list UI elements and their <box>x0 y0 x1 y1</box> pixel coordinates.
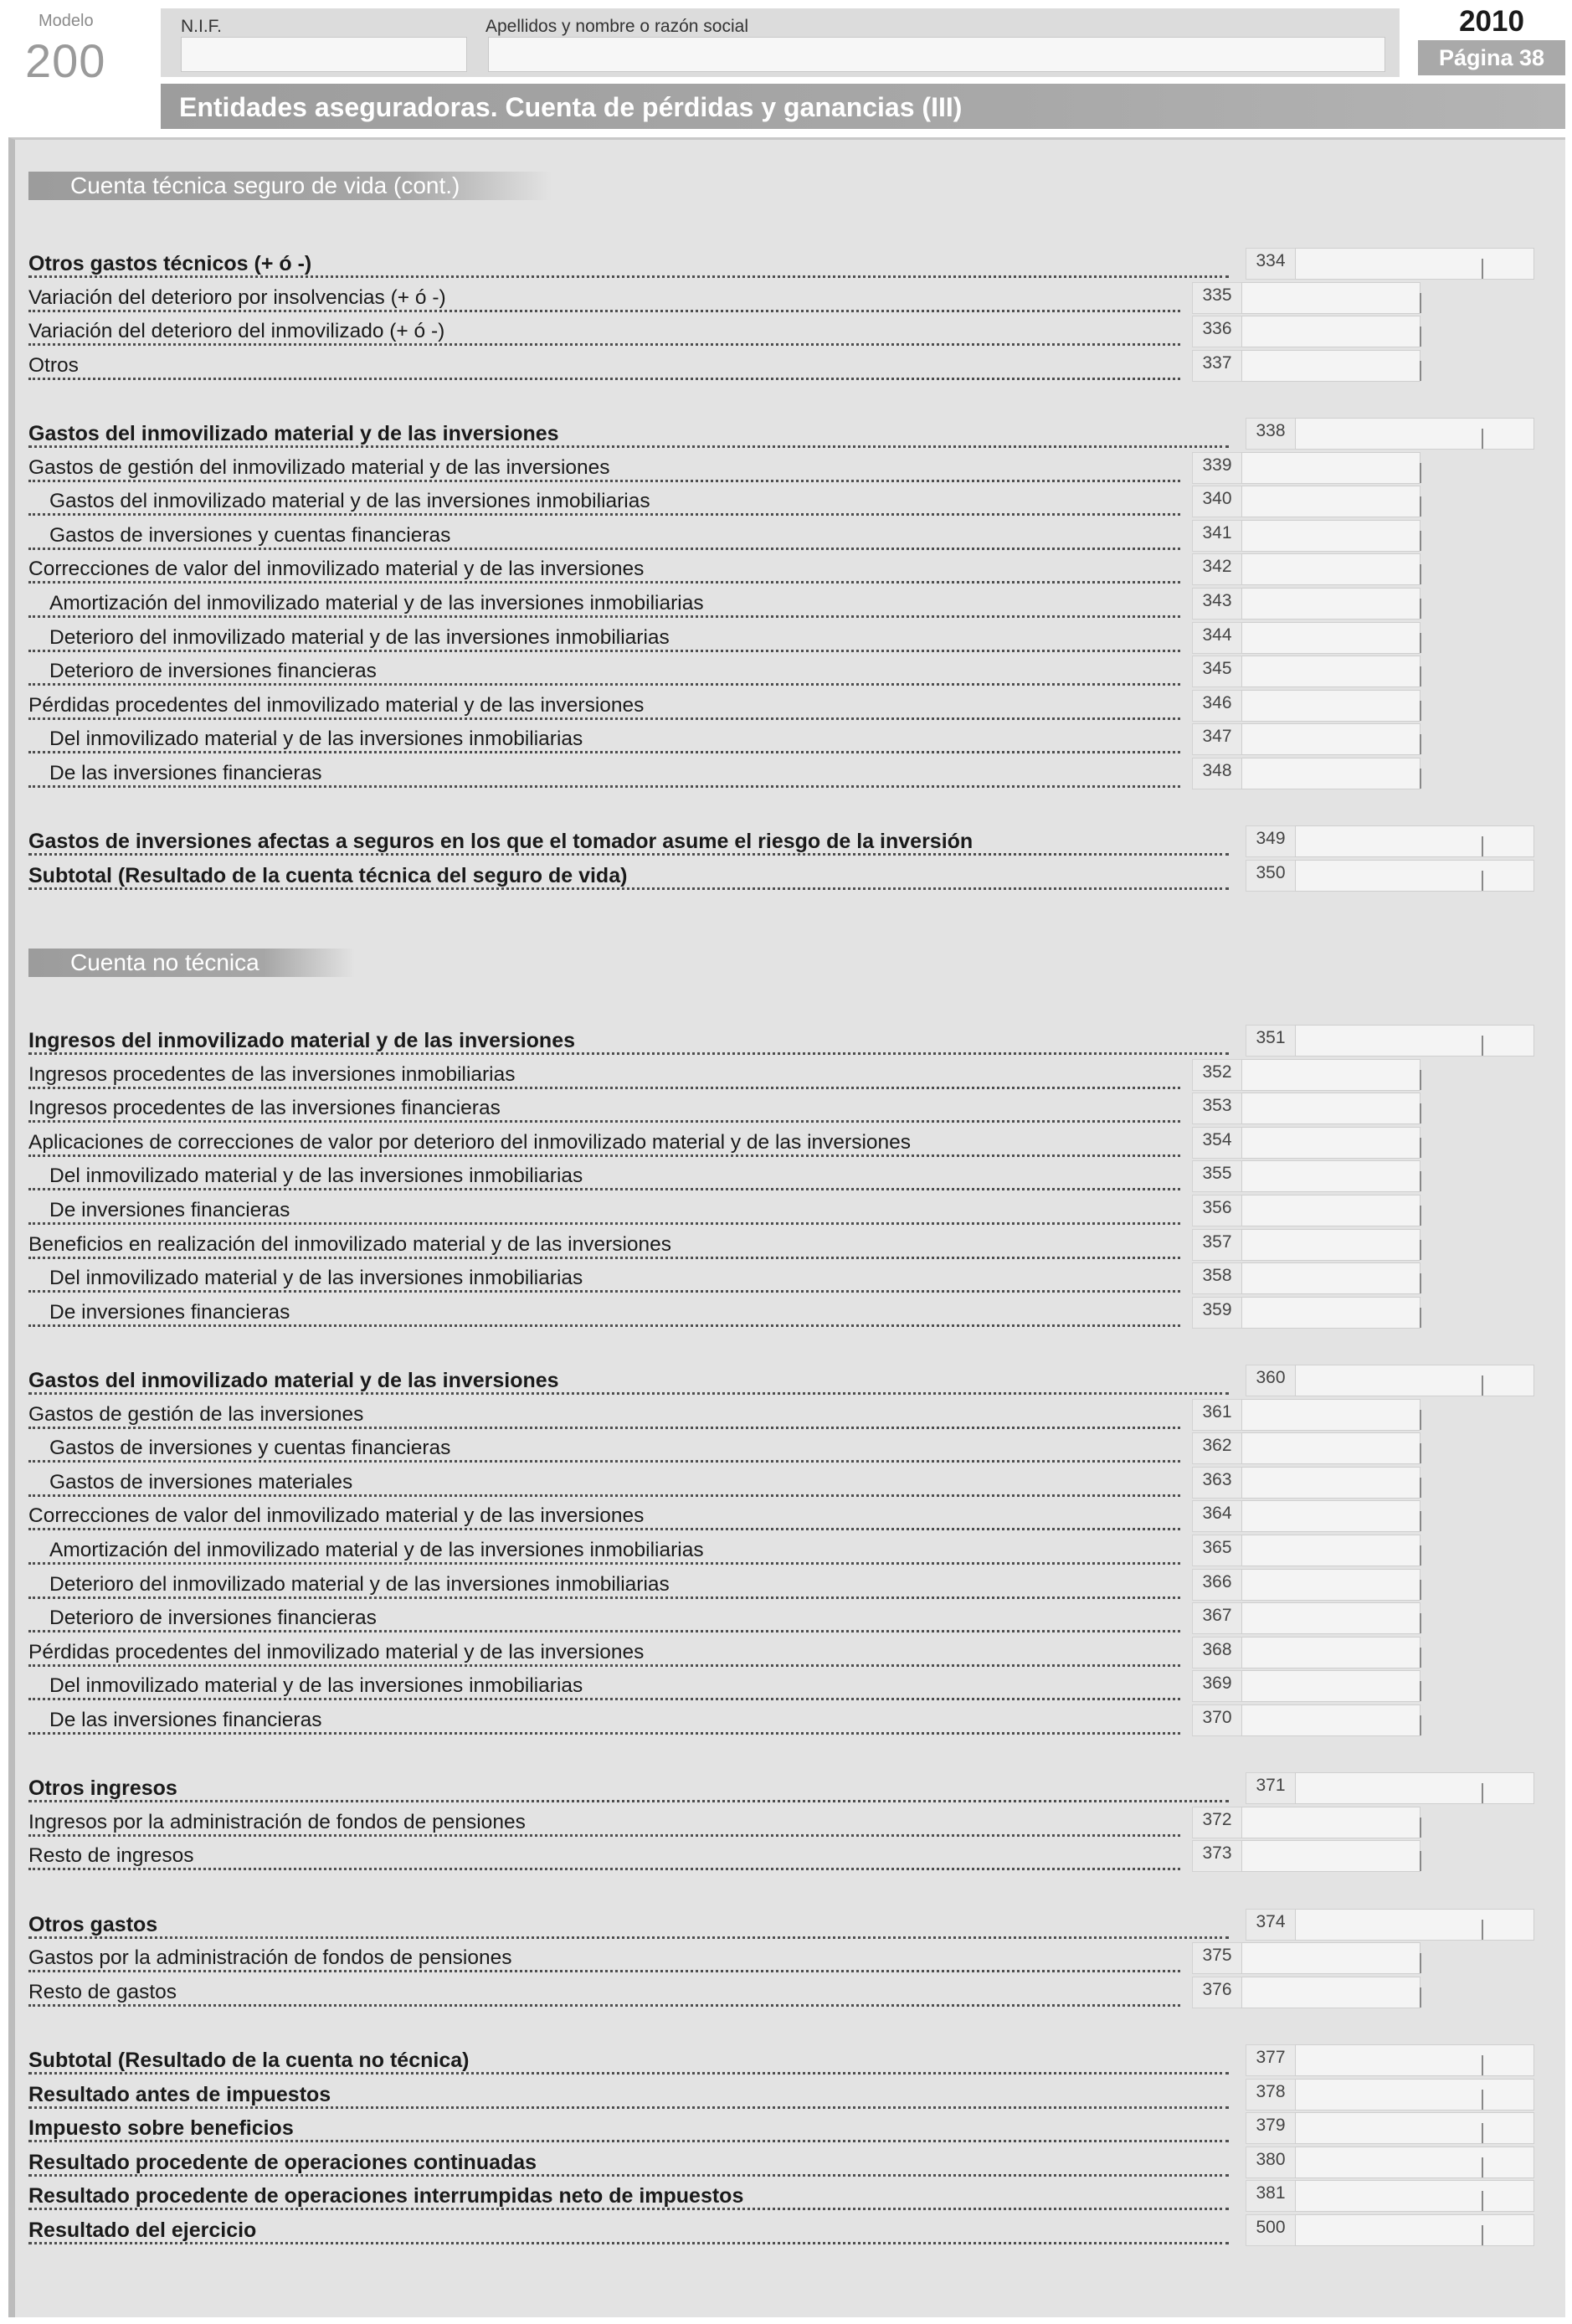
form-row <box>28 1192 1544 1226</box>
name-field[interactable] <box>488 37 1385 72</box>
form-row <box>28 620 1544 653</box>
box-code: 357 <box>1192 1229 1242 1261</box>
amount-field[interactable] <box>1241 1059 1420 1091</box>
row-label: De inversiones financieras <box>49 1199 294 1222</box>
box-code: 361 <box>1192 1399 1242 1431</box>
decimal-separator <box>1482 836 1483 856</box>
box-code: 500 <box>1246 2214 1296 2246</box>
amount-field[interactable] <box>1241 1535 1420 1566</box>
row-label: Gastos del inmovilizado material y de las inversiones inmobiliarias <box>49 490 655 513</box>
form-row <box>28 517 1544 551</box>
decimal-separator <box>1482 1375 1483 1396</box>
box-code: 358 <box>1192 1262 1242 1294</box>
row-label: Gastos de inversiones y cuentas financieras <box>49 1437 455 1460</box>
row-label: Aplicaciones de correcciones de valor por deterioro del inmovilizado material y de las inversiones <box>28 1131 915 1154</box>
row-label: Beneficios en realización del inmovilizado material y de las inversiones <box>28 1233 676 1257</box>
decimal-separator <box>1420 701 1421 721</box>
decimal-separator <box>1420 1648 1421 1668</box>
decimal-separator <box>1420 1681 1421 1701</box>
box-code: 369 <box>1192 1670 1242 1702</box>
amount-field[interactable] <box>1295 2180 1534 2212</box>
row-label: Gastos de inversiones y cuentas financieras <box>49 524 455 548</box>
amount-field[interactable] <box>1241 1840 1420 1872</box>
decimal-separator <box>1420 1511 1421 1531</box>
amount-field[interactable] <box>1241 282 1420 314</box>
decimal-separator <box>1420 1580 1421 1600</box>
page-badge: Página 38 <box>1418 40 1565 75</box>
box-code: 336 <box>1192 316 1242 347</box>
amount-field[interactable] <box>1241 1229 1420 1261</box>
amount-field[interactable] <box>1241 622 1420 654</box>
form-row <box>28 1464 1544 1498</box>
amount-field[interactable] <box>1295 1909 1534 1941</box>
amount-field[interactable] <box>1241 758 1420 789</box>
form-row <box>28 245 1544 279</box>
form-row <box>28 1906 1544 1940</box>
row-label: Otros gastos técnicos (+ ó -) <box>28 252 316 275</box>
decimal-separator <box>1420 1103 1421 1123</box>
box-code: 334 <box>1246 248 1296 280</box>
decimal-separator <box>1420 1410 1421 1430</box>
amount-field[interactable] <box>1295 1365 1534 1396</box>
box-code: 376 <box>1192 1977 1242 2008</box>
amount-field[interactable] <box>1241 1297 1420 1329</box>
decimal-separator <box>1420 1443 1421 1463</box>
amount-field[interactable] <box>1241 1637 1420 1668</box>
row-label: Otros <box>28 354 83 378</box>
decimal-separator <box>1420 1478 1421 1498</box>
box-code: 338 <box>1246 418 1296 450</box>
decimal-separator <box>1482 2123 1483 2143</box>
decimal-separator <box>1420 769 1421 789</box>
form-row <box>28 2177 1544 2211</box>
form-row <box>28 1974 1544 2008</box>
row-label: Ingresos del inmovilizado material y de las inversiones <box>28 1029 579 1052</box>
decimal-separator <box>1420 1171 1421 1191</box>
amount-field[interactable] <box>1241 1500 1420 1532</box>
amount-field[interactable] <box>1241 1942 1420 1974</box>
form-row <box>28 1158 1544 1191</box>
decimal-separator <box>1420 1545 1421 1566</box>
row-label: Amortización del inmovilizado material y de las inversiones inmobiliarias <box>49 1539 708 1562</box>
leader-dots <box>28 366 1180 380</box>
amount-field[interactable] <box>1295 2214 1534 2246</box>
decimal-separator <box>1420 1953 1421 1973</box>
year-label: 2010 <box>1459 5 1524 38</box>
amount-field[interactable] <box>1241 690 1420 722</box>
form-row <box>28 1498 1544 1531</box>
form-row <box>28 1090 1544 1123</box>
form-row <box>28 280 1544 313</box>
form-row <box>28 450 1544 483</box>
amount-field[interactable] <box>1241 520 1420 552</box>
form-row <box>28 1838 1544 1871</box>
form-row <box>28 2042 1544 2075</box>
amount-field[interactable] <box>1241 1127 1420 1159</box>
decimal-separator <box>1482 429 1483 449</box>
box-code: 354 <box>1192 1127 1242 1159</box>
amount-field[interactable] <box>1295 2079 1534 2111</box>
box-code: 342 <box>1192 553 1242 585</box>
amount-field[interactable] <box>1241 1602 1420 1634</box>
row-label: Subtotal (Resultado de la cuenta no técnica) <box>28 2049 473 2072</box>
decimal-separator <box>1482 1783 1483 1803</box>
form-row <box>28 755 1544 789</box>
amount-field[interactable] <box>1295 2044 1534 2076</box>
page-title: Entidades aseguradoras. Cuenta de pérdidas y ganancias (III) <box>179 92 963 122</box>
amount-field[interactable] <box>1241 1670 1420 1702</box>
row-label: Ingresos por la administración de fondos de pensiones <box>28 1811 530 1834</box>
box-code: 378 <box>1246 2079 1296 2111</box>
decimal-separator <box>1420 361 1421 381</box>
name-label: Apellidos y nombre o razón social <box>485 17 748 36</box>
amount-field[interactable] <box>1295 1772 1534 1804</box>
row-label: Resultado procedente de operaciones interrumpidas neto de impuestos <box>28 2184 747 2208</box>
amount-field[interactable] <box>1241 553 1420 585</box>
amount-field[interactable] <box>1295 418 1534 450</box>
form-row <box>28 347 1544 381</box>
decimal-separator <box>1420 1308 1421 1328</box>
form-row <box>28 313 1544 347</box>
row-label: Variación del deterioro del inmovilizado (+ ó -) <box>28 320 449 343</box>
form-row <box>28 2076 1544 2110</box>
form-row <box>28 1600 1544 1633</box>
amount-field[interactable] <box>1295 2147 1534 2178</box>
box-code: 381 <box>1246 2180 1296 2212</box>
section-header: Cuenta no técnica <box>28 949 355 977</box>
box-code: 350 <box>1246 860 1296 892</box>
row-label: Correcciones de valor del inmovilizado material y de las inversiones <box>28 1504 648 1528</box>
form-row <box>28 1124 1544 1158</box>
form-row <box>28 1260 1544 1293</box>
decimal-separator <box>1420 326 1421 347</box>
amount-field[interactable] <box>1241 588 1420 620</box>
row-label: Gastos del inmovilizado material y de las inversiones <box>28 422 563 445</box>
form-row <box>28 1430 1544 1463</box>
decimal-separator <box>1420 463 1421 483</box>
row-label: Del inmovilizado material y de las inversiones inmobiliarias <box>49 1674 587 1698</box>
section-header: Cuenta técnica seguro de vida (cont.) <box>28 172 552 200</box>
decimal-separator <box>1482 2191 1483 2211</box>
decimal-separator <box>1420 1070 1421 1090</box>
box-code: 343 <box>1192 588 1242 620</box>
box-code: 374 <box>1246 1909 1296 1941</box>
form-row <box>28 1634 1544 1668</box>
decimal-separator <box>1420 564 1421 584</box>
box-code: 345 <box>1192 656 1242 687</box>
form-row <box>28 1770 1544 1803</box>
row-label: Del inmovilizado material y de las inversiones inmobiliarias <box>49 728 587 751</box>
row-label: Gastos de gestión de las inversiones <box>28 1403 367 1427</box>
form-row <box>28 483 1544 517</box>
form-row <box>28 1396 1544 1430</box>
form-row <box>28 857 1544 891</box>
decimal-separator <box>1420 531 1421 551</box>
box-code: 366 <box>1192 1569 1242 1601</box>
amount-field[interactable] <box>1295 248 1534 280</box>
amount-field[interactable] <box>1295 2112 1534 2144</box>
decimal-separator <box>1482 2225 1483 2245</box>
form-row <box>28 1057 1544 1090</box>
box-code: 360 <box>1246 1365 1296 1396</box>
form-row <box>28 1022 1544 1056</box>
row-label: Ingresos procedentes de las inversiones financieras <box>28 1097 505 1120</box>
form-row <box>28 585 1544 619</box>
amount-field[interactable] <box>1241 1569 1420 1601</box>
row-label: Gastos de gestión del inmovilizado material y de las inversiones <box>28 456 614 480</box>
decimal-separator <box>1420 1613 1421 1633</box>
amount-field[interactable] <box>1241 1093 1420 1124</box>
amount-field[interactable] <box>1241 486 1420 517</box>
row-label: Variación del deterioro por insolvencias (+ ó -) <box>28 286 450 310</box>
box-code: 365 <box>1192 1535 1242 1566</box>
amount-field[interactable] <box>1241 1195 1420 1226</box>
box-code: 373 <box>1192 1840 1242 1872</box>
form-row <box>28 823 1544 856</box>
row-label: Pérdidas procedentes del inmovilizado material y de las inversiones <box>28 694 648 717</box>
row-label: Amortización del inmovilizado material y de las inversiones inmobiliarias <box>49 592 708 615</box>
row-label: De inversiones financieras <box>49 1301 294 1324</box>
decimal-separator <box>1420 734 1421 754</box>
amount-field[interactable] <box>1241 1467 1420 1499</box>
row-label: Resultado del ejercicio <box>28 2219 260 2242</box>
row-label: Gastos del inmovilizado material y de las inversiones <box>28 1369 563 1392</box>
box-code: 356 <box>1192 1195 1242 1226</box>
row-label: Deterioro del inmovilizado material y de las inversiones inmobiliarias <box>49 1573 674 1596</box>
amount-field[interactable] <box>1295 1025 1534 1057</box>
amount-field[interactable] <box>1241 452 1420 484</box>
decimal-separator <box>1482 2157 1483 2177</box>
amount-field[interactable] <box>1295 860 1534 892</box>
amount-field[interactable] <box>1241 1704 1420 1736</box>
box-code: 346 <box>1192 690 1242 722</box>
form-row <box>28 1362 1544 1396</box>
row-label: Deterioro de inversiones financieras <box>49 660 381 683</box>
decimal-separator <box>1420 633 1421 653</box>
amount-field[interactable] <box>1241 656 1420 687</box>
form-row <box>28 415 1544 449</box>
decimal-separator <box>1482 871 1483 891</box>
decimal-separator <box>1420 599 1421 619</box>
row-label: Resto de ingresos <box>28 1844 198 1868</box>
row-label: Otros gastos <box>28 1913 162 1936</box>
row-label: Resultado procedente de operaciones continuadas <box>28 2151 541 2174</box>
leader-dots <box>28 1992 1180 2007</box>
decimal-separator <box>1420 1273 1421 1293</box>
box-code: 352 <box>1192 1059 1242 1091</box>
decimal-separator <box>1420 1240 1421 1260</box>
nif-field[interactable] <box>181 37 467 72</box>
box-code: 380 <box>1246 2147 1296 2178</box>
box-code: 344 <box>1192 622 1242 654</box>
form-row <box>28 1804 1544 1838</box>
row-label: Deterioro de inversiones financieras <box>49 1607 381 1630</box>
box-code: 359 <box>1192 1297 1242 1329</box>
decimal-separator <box>1482 2055 1483 2075</box>
box-code: 375 <box>1192 1942 1242 1974</box>
amount-field[interactable] <box>1241 1977 1420 2008</box>
box-code: 379 <box>1246 2112 1296 2144</box>
leader-dots <box>28 1925 1229 1939</box>
box-code: 335 <box>1192 282 1242 314</box>
row-label: Impuesto sobre beneficios <box>28 2116 298 2140</box>
form-row <box>28 1532 1544 1566</box>
box-code: 364 <box>1192 1500 1242 1532</box>
row-label: De las inversiones financieras <box>49 762 326 785</box>
amount-field[interactable] <box>1241 1262 1420 1294</box>
box-code: 349 <box>1246 825 1296 857</box>
amount-field[interactable] <box>1241 350 1420 382</box>
row-label: Otros ingresos <box>28 1776 182 1800</box>
box-code: 370 <box>1192 1704 1242 1736</box>
decimal-separator <box>1420 496 1421 517</box>
box-code: 371 <box>1246 1772 1296 1804</box>
box-code: 353 <box>1192 1093 1242 1124</box>
decimal-separator <box>1482 259 1483 279</box>
amount-field[interactable] <box>1241 723 1420 755</box>
box-code: 339 <box>1192 452 1242 484</box>
decimal-separator <box>1420 1818 1421 1838</box>
form-row <box>28 653 1544 686</box>
leader-dots <box>28 1788 1229 1802</box>
form-row <box>28 551 1544 584</box>
row-label: Gastos de inversiones materiales <box>49 1471 357 1494</box>
form-row <box>28 1294 1544 1328</box>
row-label: De las inversiones financieras <box>49 1709 326 1732</box>
box-code: 377 <box>1246 2044 1296 2076</box>
box-code: 367 <box>1192 1602 1242 1634</box>
form-row <box>28 1226 1544 1260</box>
box-code: 372 <box>1192 1807 1242 1838</box>
box-code: 347 <box>1192 723 1242 755</box>
form-row <box>28 1566 1544 1600</box>
decimal-separator <box>1420 293 1421 313</box>
row-label: Del inmovilizado material y de las inversiones inmobiliarias <box>49 1165 587 1188</box>
row-label: Deterioro del inmovilizado material y de las inversiones inmobiliarias <box>49 626 674 650</box>
box-code: 337 <box>1192 350 1242 382</box>
amount-field[interactable] <box>1241 1807 1420 1838</box>
decimal-separator <box>1420 666 1421 686</box>
decimal-separator <box>1482 2090 1483 2110</box>
box-code: 362 <box>1192 1432 1242 1464</box>
row-label: Resultado antes de impuestos <box>28 2083 335 2106</box>
form-row <box>28 2144 1544 2177</box>
decimal-separator <box>1482 1920 1483 1940</box>
form-row <box>28 721 1544 754</box>
box-code: 341 <box>1192 520 1242 552</box>
box-code: 340 <box>1192 486 1242 517</box>
row-label: Pérdidas procedentes del inmovilizado material y de las inversiones <box>28 1641 648 1664</box>
box-code: 368 <box>1192 1637 1242 1668</box>
form-row <box>28 1702 1544 1735</box>
decimal-separator <box>1420 1138 1421 1158</box>
row-label: Gastos de inversiones afectas a seguros en los que el tomador asume el riesgo de la inversión <box>28 830 977 853</box>
amount-field[interactable] <box>1241 316 1420 347</box>
form-row <box>28 1668 1544 1701</box>
nif-label: N.I.F. <box>181 17 223 36</box>
box-code: 355 <box>1192 1160 1242 1192</box>
decimal-separator <box>1482 1036 1483 1056</box>
leader-dots <box>28 1856 1180 1870</box>
form-row <box>28 1940 1544 1973</box>
row-label: Correcciones de valor del inmovilizado material y de las inversiones <box>28 558 648 581</box>
form-row <box>28 687 1544 721</box>
decimal-separator <box>1420 1851 1421 1871</box>
amount-field[interactable] <box>1241 1399 1420 1431</box>
amount-field[interactable] <box>1241 1432 1420 1464</box>
box-code: 348 <box>1192 758 1242 789</box>
decimal-separator <box>1420 1715 1421 1735</box>
amount-field[interactable] <box>1241 1160 1420 1192</box>
decimal-separator <box>1420 1206 1421 1226</box>
row-label: Del inmovilizado material y de las inversiones inmobiliarias <box>49 1267 587 1290</box>
row-label: Subtotal (Resultado de la cuenta técnica del seguro de vida) <box>28 864 631 887</box>
row-label: Gastos por la administración de fondos de pensiones <box>28 1946 516 1970</box>
form-row <box>28 2212 1544 2245</box>
form-row <box>28 2110 1544 2143</box>
row-label: Ingresos procedentes de las inversiones inmobiliarias <box>28 1063 520 1087</box>
box-code: 363 <box>1192 1467 1242 1499</box>
modelo-number: 200 <box>25 34 106 87</box>
modelo-label: Modelo <box>39 12 94 30</box>
row-label: Resto de gastos <box>28 1981 181 2004</box>
amount-field[interactable] <box>1295 825 1534 857</box>
decimal-separator <box>1420 1987 1421 2008</box>
box-code: 351 <box>1246 1025 1296 1057</box>
